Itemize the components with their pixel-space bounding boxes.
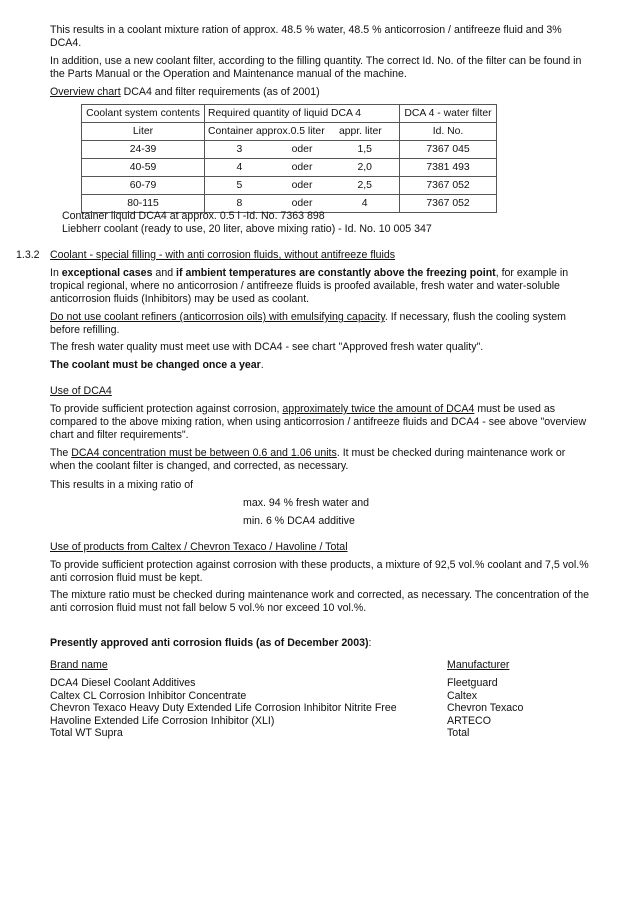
heading-use-of-dca4: Use of DCA4 <box>50 385 112 397</box>
dca4-filter-table <box>81 104 497 213</box>
table-row <box>82 159 497 177</box>
text-do-not-use: Do not use coolant refiners (anticorrosion oils) with emulsifying capacity <box>50 311 385 323</box>
cell-id: 7367 052 <box>400 195 497 213</box>
list-item <box>50 727 590 740</box>
table-row <box>82 177 497 195</box>
cell-id: 7367 045 <box>400 141 497 159</box>
cell-id: 7381 493 <box>400 159 497 177</box>
paragraph-mixing-ratio: This results in a mixing ratio of <box>50 479 194 491</box>
header-container: Container approx.0.5 liter <box>208 126 325 137</box>
brand-name: Total WT Supra <box>50 727 123 739</box>
overview-chart-caption <box>50 86 590 99</box>
section-number: 1.3.2 <box>16 249 40 261</box>
text-change-yearly: The coolant must be changed once a year <box>50 359 261 371</box>
cell-appr: 4 <box>361 198 368 209</box>
text-exceptional-cases: exceptional cases <box>61 267 153 279</box>
text-the: The <box>50 447 72 459</box>
manufacturer-name: ARTECO <box>447 714 491 727</box>
table-note-coolant: Liebherr coolant (ready to use, 20 liter, above mixing ratio) - Id. No. 10 005 347 <box>62 223 432 235</box>
cell-quantity <box>205 141 400 159</box>
paragraph-mixture-check: The mixture ratio must be checked during maintenance work and corrected, as necessary. The concentration of the anti corrosion fluid must not fall below 5 vol.% nor exceed 10 vol.%. <box>50 589 589 614</box>
table-note-container: Container liquid DCA4 at approx. 0.5 l -Id. No. 7363 898 <box>62 210 325 222</box>
brand-name: Havoline Extended Life Corrosion Inhibitor (XLI) <box>50 714 275 727</box>
table-header-row-2 <box>82 123 497 141</box>
manufacturer-name: Total <box>447 727 470 739</box>
text-colon: : <box>368 637 372 649</box>
cell-appr: 2,0 <box>357 162 372 173</box>
cell-appr: 2,5 <box>357 180 372 191</box>
paragraph-twice-amount <box>50 403 590 442</box>
list-item <box>50 690 590 703</box>
brands-header <box>50 659 590 672</box>
brand-name: Caltex CL Corrosion Inhibitor Concentrate <box>50 689 247 702</box>
cell-container: 4 <box>236 162 243 173</box>
list-item <box>50 715 590 728</box>
header-id-no: Id. No. <box>400 123 497 141</box>
heading-use-of-products: Use of products from Caltex / Chevron Texaco / Havoline / Total <box>50 541 348 553</box>
paragraph-concentration <box>50 447 590 473</box>
paragraph-change-yearly <box>50 359 590 372</box>
brands-list <box>50 677 590 740</box>
cell-oder: oder <box>291 144 313 155</box>
paragraph-coolant-refiners <box>50 311 590 337</box>
cell-liter: 40-59 <box>82 159 205 177</box>
header-container-group <box>205 123 400 141</box>
table-header-row-1 <box>82 105 497 123</box>
mix-fresh-water: max. 94 % fresh water and <box>243 497 370 509</box>
cell-oder: oder <box>291 180 313 191</box>
cell-liter: 80-115 <box>82 195 205 213</box>
mix-dca4-additive: min. 6 % DCA4 additive <box>243 515 355 527</box>
text-in: In <box>50 267 62 279</box>
manufacturer-name: Chevron Texaco <box>447 702 524 714</box>
intro-paragraph-filter: In addition, use a new coolant filter, according to the filling quantity. The correct Id. No. of the filter can be found in the Parts Manual or the Operation and Maintenance manual of the machine. <box>50 55 582 80</box>
cell-quantity <box>205 159 400 177</box>
cell-container: 3 <box>236 144 243 155</box>
cell-appr: 1,5 <box>357 144 372 155</box>
list-item <box>50 677 590 690</box>
cell-quantity <box>205 177 400 195</box>
cell-oder: oder <box>291 162 313 173</box>
cell-oder: oder <box>291 198 313 209</box>
overview-chart-link-text: Overview chart <box>50 86 121 98</box>
section-title: Coolant - special filling - with anti corrosion fluids, without antifreeze fluids <box>50 249 396 261</box>
list-item <box>50 702 590 715</box>
paragraph-products-mixture: To provide sufficient protection against corrosion with these products, a mixture of 92,5 vol.% coolant and 7,5 vol.% anti corrosion fluid must be kept. <box>50 559 589 584</box>
header-required-quantity: Required quantity of liquid DCA 4 <box>205 105 400 123</box>
text-twice-amount: approximately twice the amount of DCA4 <box>282 403 475 415</box>
text-checked: . It must be checked during maintenance work or when the coolant filter is changed, and corrected, as necessary. <box>50 447 566 472</box>
paragraph-exceptional-cases <box>50 267 590 306</box>
cell-id: 7367 052 <box>400 177 497 195</box>
cell-container: 8 <box>236 198 243 209</box>
manufacturer-name: Caltex <box>447 689 478 702</box>
paragraph-fresh-water: The fresh water quality must meet use with DCA4 - see chart "Approved fresh water quality". <box>50 341 484 353</box>
text-compared: must be used as compared to the above mixing ration, when using anticorrosion / antifreeze fluids and DCA4 - see above "overview chart and filter requirements". <box>50 403 587 441</box>
text-ambient-temperatures: if ambient temperatures are constantly above the freezing point <box>176 267 496 279</box>
text-provide-protection: To provide sufficient protection against corrosion, <box>50 403 283 415</box>
header-liter: Liter <box>82 123 205 141</box>
text-and: and <box>152 267 177 279</box>
brand-name: DCA4 Diesel Coolant Additives <box>50 677 196 689</box>
manufacturer-name: Fleetguard <box>447 677 498 689</box>
brand-name-header: Brand name <box>50 659 108 671</box>
manufacturer-header: Manufacturer <box>447 659 510 671</box>
header-coolant-contents: Coolant system contents <box>82 105 205 123</box>
cell-container: 5 <box>236 180 243 191</box>
text-approved-fluids: Presently approved anti corrosion fluids (as of December 2003) <box>50 637 369 649</box>
brand-name: Chevron Texaco Heavy Duty Extended Life Corrosion Inhibitor Nitrite Free <box>50 702 397 714</box>
text-flush: . If necessary, flush the cooling system before refilling. <box>50 311 566 336</box>
intro-paragraph-mixture: This results in a coolant mixture ration of approx. 48.5 % water, 48.5 % anticorrosion / antifreeze fluid and 3% DCA4. <box>50 24 562 49</box>
header-water-filter: DCA 4 - water filter <box>400 105 497 123</box>
brands-header-row <box>50 659 590 672</box>
text-tropical: , for example in tropical regional, where no anticorrosion / antifreeze fluids is proofed available, fresh water and water-soluble anticorrosion fluids (Inhibitors) may be used as coolant. <box>50 267 569 305</box>
overview-chart-caption-rest: DCA4 and filter requirements (as of 2001) <box>120 86 320 98</box>
table-row <box>82 141 497 159</box>
text-concentration-range: DCA4 concentration must be between 0.6 and 1.06 units <box>71 447 337 459</box>
cell-liter: 60-79 <box>82 177 205 195</box>
cell-liter: 24-39 <box>82 141 205 159</box>
heading-approved-fluids <box>50 637 590 650</box>
text-period: . <box>260 359 264 371</box>
header-appr-liter: appr. liter <box>338 126 382 137</box>
